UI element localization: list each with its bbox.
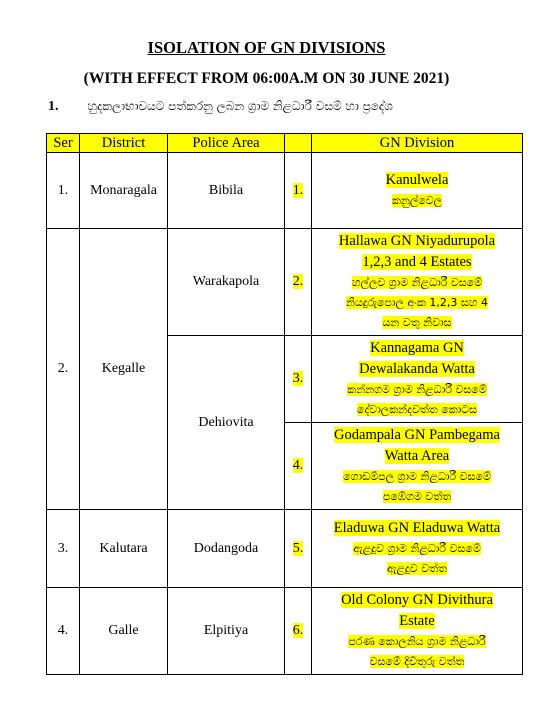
gn-name-sinhala [315, 652, 519, 672]
column-header-police-area: Police Area [168, 134, 285, 153]
column-header-number [285, 134, 312, 153]
cell-gn-division [312, 229, 523, 336]
cell-entry-number [285, 336, 312, 423]
section-number: 1. [48, 99, 59, 114]
cell-ser: 3. [47, 510, 80, 588]
gn-name-sinhala [315, 293, 519, 313]
gn-name-sinhala-text: යන වතු නිවාස [382, 316, 452, 329]
cell-police-area: Elpitiya [168, 588, 285, 675]
gn-name-sinhala [315, 273, 519, 293]
entry-number: 4. [292, 458, 304, 473]
gn-name-english-text: Old Colony GN Divithura [341, 592, 493, 608]
cell-district: Monaragala [80, 153, 168, 229]
table-row [47, 229, 523, 336]
cell-gn-division [312, 153, 523, 229]
gn-name-english [315, 252, 519, 273]
gn-name-sinhala-text: කන්නගම ග්‍රාම නිළධාරී වසමේ [347, 383, 487, 396]
cell-ser: 2. [47, 229, 80, 510]
gn-name-sinhala [315, 467, 519, 487]
gn-name-english [315, 590, 519, 611]
cell-gn-division [312, 423, 523, 510]
gn-name-english-text: 1,2,3 and 4 Estates [362, 254, 472, 270]
gn-name-sinhala [315, 380, 519, 400]
entry-number: 1. [292, 182, 304, 198]
gn-name-english [315, 231, 519, 252]
gn-name-sinhala-text: ඇළදුව ග්‍රාම නිළධාරී වසමේ [353, 542, 481, 555]
entry-number: 6. [292, 623, 304, 638]
page-subtitle: (WITH EFFECT FROM 06:00A.M ON 30 JUNE 2021) [83, 70, 450, 87]
gn-division-table [46, 133, 523, 675]
cell-district: Kegalle [80, 229, 168, 510]
gn-name-english [315, 338, 519, 359]
entry-number: 3. [292, 371, 304, 386]
gn-name-sinhala-text: ගොඩම්පල ග්‍රාම නිළධාරී වසමේ [343, 470, 491, 483]
gn-name-sinhala-text: පඹේගම වත්ත [382, 490, 452, 503]
gn-name-sinhala-text: කනුල්වෙල [391, 194, 443, 207]
cell-entry-number [285, 588, 312, 675]
cell-ser: 1. [47, 153, 80, 229]
gn-name-english [315, 518, 519, 539]
gn-name-sinhala [315, 559, 519, 579]
table-row [47, 153, 523, 229]
gn-name-sinhala [315, 487, 519, 507]
column-header-gn-division: GN Division [312, 134, 523, 153]
gn-name-english-text: Kanulwela [385, 172, 449, 188]
gn-name-english-text: Eladuwa GN Eladuwa Watta [333, 520, 501, 536]
column-header-district: District [80, 134, 168, 153]
gn-name-english-text: Godampala GN Pambegama [334, 427, 500, 443]
gn-name-english-text: Dewalakanda Watta [359, 361, 475, 377]
table-row [47, 588, 523, 675]
gn-name-english [315, 425, 519, 446]
gn-name-sinhala-text: දේවාලකන්දවත්ත කොටස [356, 403, 478, 416]
gn-name-sinhala-text: පරණ කොලනිය ග්‍රාම නිළධාරී [348, 635, 486, 648]
cell-gn-division [312, 510, 523, 588]
gn-name-sinhala-text: නියදුරුපොල අංක 1,2,3 සහ 4 [346, 296, 488, 309]
gn-name-english [315, 359, 519, 380]
cell-entry-number [285, 229, 312, 336]
cell-gn-division [312, 588, 523, 675]
gn-name-english-text: Hallawa GN Niyadurupola [338, 233, 496, 249]
table-header-row [47, 134, 523, 153]
cell-police-area: Bibila [168, 153, 285, 229]
gn-name-sinhala [315, 313, 519, 333]
section-heading [48, 99, 393, 115]
table-row [47, 510, 523, 588]
gn-name-english-text: Watta Area [384, 448, 450, 464]
gn-name-sinhala-text: ඇළදුව වත්ත [386, 562, 447, 575]
entry-number: 5. [292, 540, 304, 556]
cell-district: Kalutara [80, 510, 168, 588]
gn-name-english [315, 170, 519, 191]
gn-name-sinhala [315, 191, 519, 211]
cell-entry-number [285, 153, 312, 229]
cell-gn-division [312, 336, 523, 423]
cell-ser: 4. [47, 588, 80, 675]
gn-name-sinhala [315, 400, 519, 420]
page-title: ISOLATION OF GN DIVISIONS [147, 38, 386, 57]
gn-name-sinhala-text: වසමේ දිවිතුරු වත්ත [369, 655, 465, 668]
gn-name-sinhala [315, 539, 519, 559]
table-body [47, 153, 523, 675]
cell-police-area: Warakapola [168, 229, 285, 336]
section-text: හුදකලාභාවයට පත්කරනු ලබන ග්‍රාම නිළධාරී වසම් හා ප්‍රදේශ [87, 99, 393, 113]
gn-name-english-text: Kannagama GN [370, 340, 464, 356]
column-header-ser: Ser [47, 134, 80, 153]
gn-name-english-text: Estate [399, 613, 435, 629]
gn-name-sinhala-text: හල්ලව ග්‍රාම නිළධාරී වසමේ [351, 276, 483, 289]
cell-entry-number [285, 423, 312, 510]
gn-name-english [315, 611, 519, 632]
cell-district: Galle [80, 588, 168, 675]
cell-police-area: Dodangoda [168, 510, 285, 588]
entry-number: 2. [292, 274, 304, 289]
cell-police-area: Dehiovita [168, 336, 285, 510]
gn-name-english [315, 446, 519, 467]
cell-entry-number [285, 510, 312, 588]
gn-name-sinhala [315, 632, 519, 652]
